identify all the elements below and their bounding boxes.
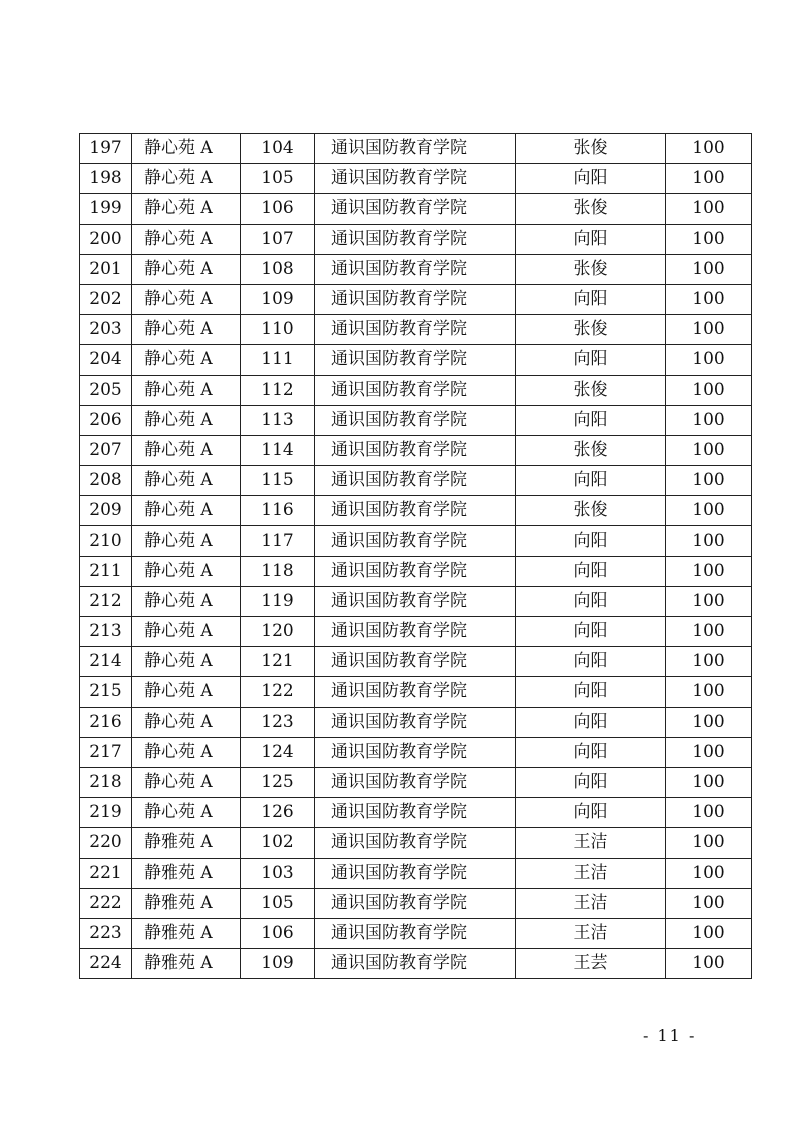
cell-college: 通识国防教育学院	[315, 918, 516, 948]
table-row	[80, 194, 752, 224]
cell-name: 向阳	[516, 164, 666, 194]
cell-index: 222	[80, 888, 132, 918]
table-row	[80, 254, 752, 284]
cell-index: 198	[80, 164, 132, 194]
table-row	[80, 224, 752, 254]
cell-building: 静心苑 A	[132, 647, 241, 677]
cell-index: 214	[80, 647, 132, 677]
cell-score: 100	[666, 284, 752, 314]
table-row	[80, 556, 752, 586]
cell-index: 201	[80, 254, 132, 284]
cell-name: 王芸	[516, 949, 666, 979]
cell-room: 113	[241, 405, 315, 435]
cell-index: 204	[80, 345, 132, 375]
cell-room: 126	[241, 798, 315, 828]
cell-room: 120	[241, 617, 315, 647]
cell-college: 通识国防教育学院	[315, 888, 516, 918]
cell-name: 向阳	[516, 556, 666, 586]
cell-score: 100	[666, 556, 752, 586]
cell-college: 通识国防教育学院	[315, 647, 516, 677]
table-row	[80, 315, 752, 345]
cell-college: 通识国防教育学院	[315, 375, 516, 405]
table-row	[80, 767, 752, 797]
cell-room: 119	[241, 586, 315, 616]
cell-index: 220	[80, 828, 132, 858]
cell-index: 219	[80, 798, 132, 828]
cell-name: 向阳	[516, 647, 666, 677]
cell-building: 静心苑 A	[132, 767, 241, 797]
cell-index: 199	[80, 194, 132, 224]
cell-building: 静心苑 A	[132, 345, 241, 375]
cell-name: 向阳	[516, 798, 666, 828]
cell-building: 静心苑 A	[132, 254, 241, 284]
cell-building: 静心苑 A	[132, 677, 241, 707]
table-row	[80, 284, 752, 314]
cell-college: 通识国防教育学院	[315, 254, 516, 284]
cell-college: 通识国防教育学院	[315, 134, 516, 164]
cell-room: 122	[241, 677, 315, 707]
table-row	[80, 617, 752, 647]
cell-building: 静心苑 A	[132, 315, 241, 345]
cell-college: 通识国防教育学院	[315, 556, 516, 586]
cell-building: 静心苑 A	[132, 435, 241, 465]
cell-building: 静心苑 A	[132, 707, 241, 737]
cell-college: 通识国防教育学院	[315, 224, 516, 254]
cell-room: 110	[241, 315, 315, 345]
cell-score: 100	[666, 949, 752, 979]
cell-college: 通识国防教育学院	[315, 767, 516, 797]
cell-index: 217	[80, 737, 132, 767]
cell-room: 105	[241, 164, 315, 194]
cell-college: 通识国防教育学院	[315, 405, 516, 435]
cell-room: 116	[241, 496, 315, 526]
table-row	[80, 737, 752, 767]
cell-name: 张俊	[516, 254, 666, 284]
cell-index: 212	[80, 586, 132, 616]
cell-score: 100	[666, 798, 752, 828]
cell-building: 静雅苑 A	[132, 858, 241, 888]
cell-name: 向阳	[516, 737, 666, 767]
table-row	[80, 164, 752, 194]
cell-score: 100	[666, 496, 752, 526]
cell-index: 208	[80, 466, 132, 496]
cell-name: 张俊	[516, 435, 666, 465]
cell-name: 张俊	[516, 315, 666, 345]
page-number: - 11 -	[643, 1026, 697, 1045]
cell-room: 125	[241, 767, 315, 797]
cell-building: 静心苑 A	[132, 526, 241, 556]
cell-college: 通识国防教育学院	[315, 435, 516, 465]
cell-room: 105	[241, 888, 315, 918]
cell-college: 通识国防教育学院	[315, 526, 516, 556]
cell-score: 100	[666, 254, 752, 284]
table-row	[80, 375, 752, 405]
cell-room: 124	[241, 737, 315, 767]
cell-building: 静雅苑 A	[132, 918, 241, 948]
table-row	[80, 405, 752, 435]
cell-college: 通识国防教育学院	[315, 315, 516, 345]
cell-room: 106	[241, 194, 315, 224]
cell-name: 向阳	[516, 345, 666, 375]
cell-index: 202	[80, 284, 132, 314]
cell-score: 100	[666, 707, 752, 737]
cell-score: 100	[666, 134, 752, 164]
cell-name: 张俊	[516, 194, 666, 224]
table-row	[80, 949, 752, 979]
table-row	[80, 496, 752, 526]
cell-score: 100	[666, 647, 752, 677]
cell-score: 100	[666, 345, 752, 375]
cell-building: 静心苑 A	[132, 617, 241, 647]
cell-index: 207	[80, 435, 132, 465]
table-row	[80, 466, 752, 496]
cell-name: 向阳	[516, 707, 666, 737]
cell-score: 100	[666, 375, 752, 405]
cell-name: 张俊	[516, 375, 666, 405]
cell-score: 100	[666, 888, 752, 918]
cell-room: 102	[241, 828, 315, 858]
cell-building: 静心苑 A	[132, 375, 241, 405]
table-row	[80, 798, 752, 828]
cell-score: 100	[666, 526, 752, 556]
cell-score: 100	[666, 224, 752, 254]
table-row	[80, 858, 752, 888]
cell-college: 通识国防教育学院	[315, 164, 516, 194]
cell-college: 通识国防教育学院	[315, 707, 516, 737]
cell-name: 向阳	[516, 617, 666, 647]
table-row	[80, 888, 752, 918]
cell-building: 静心苑 A	[132, 224, 241, 254]
cell-index: 209	[80, 496, 132, 526]
cell-score: 100	[666, 164, 752, 194]
cell-building: 静心苑 A	[132, 284, 241, 314]
cell-index: 224	[80, 949, 132, 979]
cell-building: 静雅苑 A	[132, 888, 241, 918]
cell-name: 向阳	[516, 466, 666, 496]
cell-name: 向阳	[516, 284, 666, 314]
cell-score: 100	[666, 767, 752, 797]
cell-room: 118	[241, 556, 315, 586]
cell-room: 114	[241, 435, 315, 465]
cell-college: 通识国防教育学院	[315, 466, 516, 496]
cell-room: 109	[241, 949, 315, 979]
cell-building: 静心苑 A	[132, 496, 241, 526]
cell-building: 静心苑 A	[132, 405, 241, 435]
cell-building: 静心苑 A	[132, 466, 241, 496]
table-row	[80, 828, 752, 858]
cell-score: 100	[666, 586, 752, 616]
cell-score: 100	[666, 737, 752, 767]
cell-room: 107	[241, 224, 315, 254]
cell-college: 通识国防教育学院	[315, 677, 516, 707]
cell-name: 王洁	[516, 828, 666, 858]
cell-room: 111	[241, 345, 315, 375]
cell-college: 通识国防教育学院	[315, 586, 516, 616]
cell-name: 张俊	[516, 496, 666, 526]
table-row	[80, 677, 752, 707]
cell-index: 206	[80, 405, 132, 435]
cell-index: 218	[80, 767, 132, 797]
table-row	[80, 647, 752, 677]
cell-score: 100	[666, 405, 752, 435]
cell-college: 通识国防教育学院	[315, 496, 516, 526]
cell-room: 104	[241, 134, 315, 164]
cell-index: 205	[80, 375, 132, 405]
cell-building: 静心苑 A	[132, 134, 241, 164]
table-row	[80, 526, 752, 556]
cell-building: 静心苑 A	[132, 556, 241, 586]
cell-college: 通识国防教育学院	[315, 194, 516, 224]
cell-building: 静心苑 A	[132, 798, 241, 828]
cell-score: 100	[666, 677, 752, 707]
cell-college: 通识国防教育学院	[315, 737, 516, 767]
cell-name: 向阳	[516, 677, 666, 707]
cell-college: 通识国防教育学院	[315, 617, 516, 647]
cell-building: 静心苑 A	[132, 737, 241, 767]
cell-room: 115	[241, 466, 315, 496]
cell-name: 向阳	[516, 405, 666, 435]
cell-room: 108	[241, 254, 315, 284]
cell-name: 张俊	[516, 134, 666, 164]
cell-score: 100	[666, 194, 752, 224]
cell-room: 117	[241, 526, 315, 556]
cell-score: 100	[666, 315, 752, 345]
cell-index: 221	[80, 858, 132, 888]
cell-building: 静雅苑 A	[132, 828, 241, 858]
cell-college: 通识国防教育学院	[315, 949, 516, 979]
cell-building: 静心苑 A	[132, 586, 241, 616]
cell-name: 向阳	[516, 224, 666, 254]
cell-score: 100	[666, 435, 752, 465]
cell-building: 静心苑 A	[132, 194, 241, 224]
cell-room: 103	[241, 858, 315, 888]
cell-room: 112	[241, 375, 315, 405]
cell-room: 106	[241, 918, 315, 948]
cell-index: 203	[80, 315, 132, 345]
cell-college: 通识国防教育学院	[315, 858, 516, 888]
cell-score: 100	[666, 858, 752, 888]
cell-name: 王洁	[516, 888, 666, 918]
table-row	[80, 918, 752, 948]
cell-name: 向阳	[516, 767, 666, 797]
cell-name: 向阳	[516, 526, 666, 556]
cell-name: 王洁	[516, 918, 666, 948]
cell-index: 197	[80, 134, 132, 164]
cell-room: 109	[241, 284, 315, 314]
table-row	[80, 707, 752, 737]
cell-name: 王洁	[516, 858, 666, 888]
cell-college: 通识国防教育学院	[315, 828, 516, 858]
table-row	[80, 586, 752, 616]
cell-index: 223	[80, 918, 132, 948]
table-row	[80, 134, 752, 164]
cell-score: 100	[666, 466, 752, 496]
cell-building: 静雅苑 A	[132, 949, 241, 979]
cell-room: 121	[241, 647, 315, 677]
cell-index: 200	[80, 224, 132, 254]
cell-college: 通识国防教育学院	[315, 345, 516, 375]
table-row	[80, 435, 752, 465]
cell-score: 100	[666, 617, 752, 647]
cell-building: 静心苑 A	[132, 164, 241, 194]
cell-room: 123	[241, 707, 315, 737]
cell-index: 216	[80, 707, 132, 737]
cell-score: 100	[666, 828, 752, 858]
cell-name: 向阳	[516, 586, 666, 616]
cell-index: 210	[80, 526, 132, 556]
dormitory-score-table	[79, 133, 752, 979]
cell-index: 211	[80, 556, 132, 586]
cell-index: 215	[80, 677, 132, 707]
cell-index: 213	[80, 617, 132, 647]
cell-college: 通识国防教育学院	[315, 798, 516, 828]
table-row	[80, 345, 752, 375]
cell-score: 100	[666, 918, 752, 948]
cell-college: 通识国防教育学院	[315, 284, 516, 314]
table-body	[80, 134, 752, 979]
